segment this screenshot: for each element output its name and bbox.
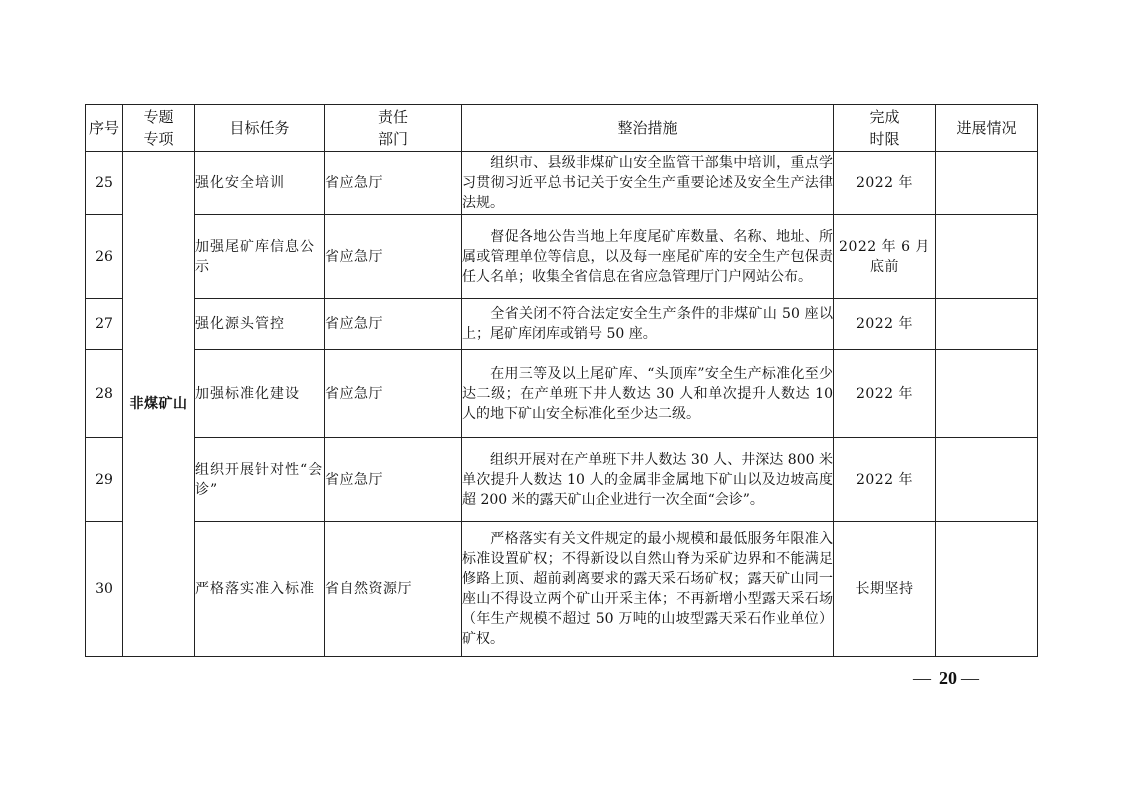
progress-cell xyxy=(936,438,1038,522)
task-cell: 加强标准化建设 xyxy=(195,350,325,438)
progress-cell xyxy=(936,299,1038,350)
progress-cell xyxy=(936,215,1038,299)
deadline-cell: 2022 年 6 月底前 xyxy=(834,215,936,299)
topic-cell: 非煤矿山 xyxy=(123,152,195,657)
measures-table xyxy=(85,104,1038,657)
table-header-row xyxy=(86,105,1038,152)
measure-cell: 严格落实有关文件规定的最小规模和最低服务年限准入标准设置矿权；不得新设以自然山脊为采矿边界和不能满足修路上顶、超前剥离要求的露天采石场矿权；露天矿山同一座山不得设立两个矿山开采主体；不再新增小型露天采石场（年生产规模不超过 50 万吨的山坡型露天采石作业单位）矿权。 xyxy=(462,522,834,657)
measure-cell: 督促各地公告当地上年度尾矿库数量、名称、地址、所属或管理单位等信息，以及每一座尾矿库的安全生产包保责任人名单；收集全省信息在省应急管理厅门户网站公布。 xyxy=(462,215,834,299)
dept-cell: 省自然资源厅 xyxy=(325,522,462,657)
progress-cell xyxy=(936,152,1038,215)
row-number: 29 xyxy=(86,438,123,522)
header-dept-line2: 部门 xyxy=(377,130,408,148)
header-measure: 整治措施 xyxy=(462,105,834,152)
table-row xyxy=(86,522,1038,657)
measure-cell: 在用三等及以上尾矿库、“头顶库”安全生产标准化至少达二级；在产单班下井人数达 30 人和单次提升人数达 10 人的地下矿山安全标准化至少达二级。 xyxy=(462,350,834,438)
header-topic xyxy=(123,105,195,152)
dept-cell: 省应急厅 xyxy=(325,152,462,215)
progress-cell xyxy=(936,522,1038,657)
header-topic-line1: 专题 xyxy=(143,108,174,126)
table-row xyxy=(86,350,1038,438)
header-no: 序号 xyxy=(86,105,123,152)
page-number-dash-left: — xyxy=(913,668,935,688)
dept-cell: 省应急厅 xyxy=(325,438,462,522)
table-row xyxy=(86,299,1038,350)
deadline-cell: 2022 年 xyxy=(834,350,936,438)
measure-cell: 组织开展对在产单班下井人数达 30 人、井深达 800 米单次提升人数达 10 人的金属非金属地下矿山以及边坡高度超 200 米的露天矿山企业进行一次全面“会诊”。 xyxy=(462,438,834,522)
header-deadline-line2: 时限 xyxy=(869,130,900,148)
task-cell: 加强尾矿库信息公示 xyxy=(195,215,325,299)
page-number-dash-right: — xyxy=(961,668,983,688)
row-number: 27 xyxy=(86,299,123,350)
row-number: 26 xyxy=(86,215,123,299)
deadline-cell: 2022 年 xyxy=(834,152,936,215)
task-cell: 强化源头管控 xyxy=(195,299,325,350)
table-row xyxy=(86,215,1038,299)
measure-cell: 全省关闭不符合法定安全生产条件的非煤矿山 50 座以上；尾矿库闭库或销号 50 座。 xyxy=(462,299,834,350)
table-row xyxy=(86,438,1038,522)
header-task: 目标任务 xyxy=(195,105,325,152)
header-dept xyxy=(325,105,462,152)
header-dept-line1: 责任 xyxy=(377,108,408,126)
task-cell: 严格落实准入标准 xyxy=(195,522,325,657)
header-deadline xyxy=(834,105,936,152)
page-number-value: 20 xyxy=(939,668,957,688)
header-deadline-line1: 完成 xyxy=(869,108,900,126)
task-cell: 强化安全培训 xyxy=(195,152,325,215)
page-number xyxy=(913,668,983,689)
header-progress: 进展情况 xyxy=(936,105,1038,152)
deadline-cell: 2022 年 xyxy=(834,299,936,350)
dept-cell: 省应急厅 xyxy=(325,350,462,438)
header-topic-line2: 专项 xyxy=(143,130,174,148)
dept-cell: 省应急厅 xyxy=(325,215,462,299)
table-row xyxy=(86,152,1038,215)
measure-cell: 组织市、县级非煤矿山安全监管干部集中培训，重点学习贯彻习近平总书记关于安全生产重要论述及安全生产法律法规。 xyxy=(462,152,834,215)
deadline-cell: 长期坚持 xyxy=(834,522,936,657)
row-number: 25 xyxy=(86,152,123,215)
row-number: 30 xyxy=(86,522,123,657)
dept-cell: 省应急厅 xyxy=(325,299,462,350)
deadline-cell: 2022 年 xyxy=(834,438,936,522)
task-cell: 组织开展针对性“会诊” xyxy=(195,438,325,522)
progress-cell xyxy=(936,350,1038,438)
row-number: 28 xyxy=(86,350,123,438)
